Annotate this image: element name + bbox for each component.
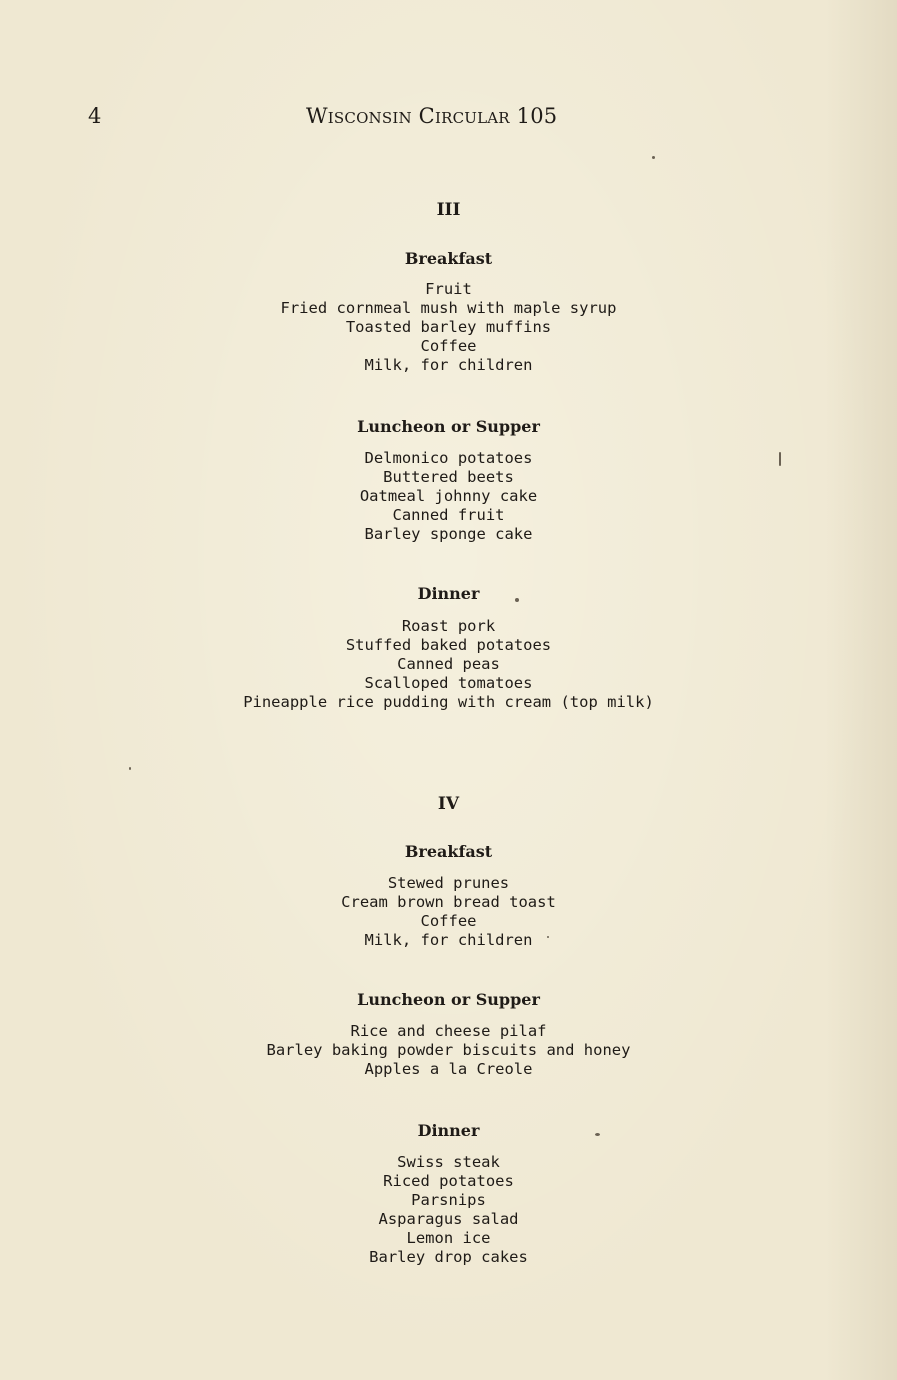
menu-item: Delmonico potatoes bbox=[364, 449, 533, 467]
menu-item: Parsnips bbox=[411, 1191, 486, 1209]
section-numeral-iv bbox=[0, 792, 897, 816]
menu-item: Pineapple rice pudding with cream (top milk) bbox=[243, 693, 654, 711]
menu-item: Stewed prunes bbox=[387, 874, 510, 892]
menu-item: Swiss steak bbox=[397, 1153, 500, 1171]
paper-speck bbox=[779, 452, 781, 466]
menu-item: Roast pork bbox=[401, 617, 496, 635]
menu-item: Milk, for children bbox=[364, 356, 533, 374]
meal-heading: Breakfast bbox=[404, 842, 493, 861]
menu-item: Cream brown bread toast bbox=[341, 893, 556, 911]
running-title: Wisconsin Circular 105 bbox=[306, 104, 558, 128]
menu-item: Canned fruit bbox=[392, 506, 505, 524]
menu-item: Fried cornmeal mush with maple syrup bbox=[280, 299, 617, 317]
menu-item: Buttered beets bbox=[383, 468, 514, 486]
page-number: 4 bbox=[88, 104, 102, 128]
menu-item: Rice and cheese pilaf bbox=[350, 1022, 547, 1040]
menu-item: Asparagus salad bbox=[378, 1210, 519, 1228]
menu-item: Coffee bbox=[420, 912, 477, 930]
menu-block-iv-luncheon bbox=[0, 988, 897, 1079]
paper-speck bbox=[129, 767, 131, 770]
section-numeral: IV bbox=[437, 794, 460, 814]
section-numeral: III bbox=[436, 200, 461, 220]
menu-item: Coffee bbox=[420, 337, 477, 355]
menu-block-iii-luncheon bbox=[0, 415, 897, 544]
meal-heading: Breakfast bbox=[404, 249, 493, 268]
menu-item: Stuffed baked potatoes bbox=[345, 636, 552, 654]
menu-item: Toasted barley muffins bbox=[345, 318, 552, 336]
menu-item: Riced potatoes bbox=[383, 1172, 514, 1190]
section-numeral-iii bbox=[0, 198, 897, 222]
meal-heading: Luncheon or Supper bbox=[357, 417, 540, 436]
menu-item: Apples a la Creole bbox=[364, 1060, 533, 1078]
page-header bbox=[0, 104, 897, 134]
menu-item: Oatmeal johnny cake bbox=[359, 487, 538, 505]
menu-item: Barley sponge cake bbox=[364, 525, 533, 543]
menu-item: Barley baking powder biscuits and honey bbox=[266, 1041, 631, 1059]
menu-item: Canned peas bbox=[397, 655, 500, 673]
paper-speck bbox=[652, 156, 655, 159]
menu-block-iii-breakfast bbox=[0, 247, 897, 375]
menu-block-iv-dinner bbox=[0, 1119, 897, 1267]
paper-speck bbox=[547, 936, 549, 938]
meal-heading: Luncheon or Supper bbox=[357, 990, 540, 1009]
menu-block-iii-dinner bbox=[0, 582, 897, 712]
paper-speck bbox=[595, 1133, 600, 1136]
menu-item: Lemon ice bbox=[406, 1229, 491, 1247]
paper-speck bbox=[515, 598, 519, 602]
menu-item: Barley drop cakes bbox=[369, 1248, 528, 1266]
menu-item: Fruit bbox=[425, 280, 472, 298]
meal-heading: Dinner bbox=[417, 1121, 480, 1140]
meal-heading: Dinner bbox=[417, 584, 480, 603]
menu-block-iv-breakfast bbox=[0, 840, 897, 950]
menu-item: Milk, for children bbox=[364, 931, 533, 949]
menu-item: Scalloped tomatoes bbox=[364, 674, 533, 692]
